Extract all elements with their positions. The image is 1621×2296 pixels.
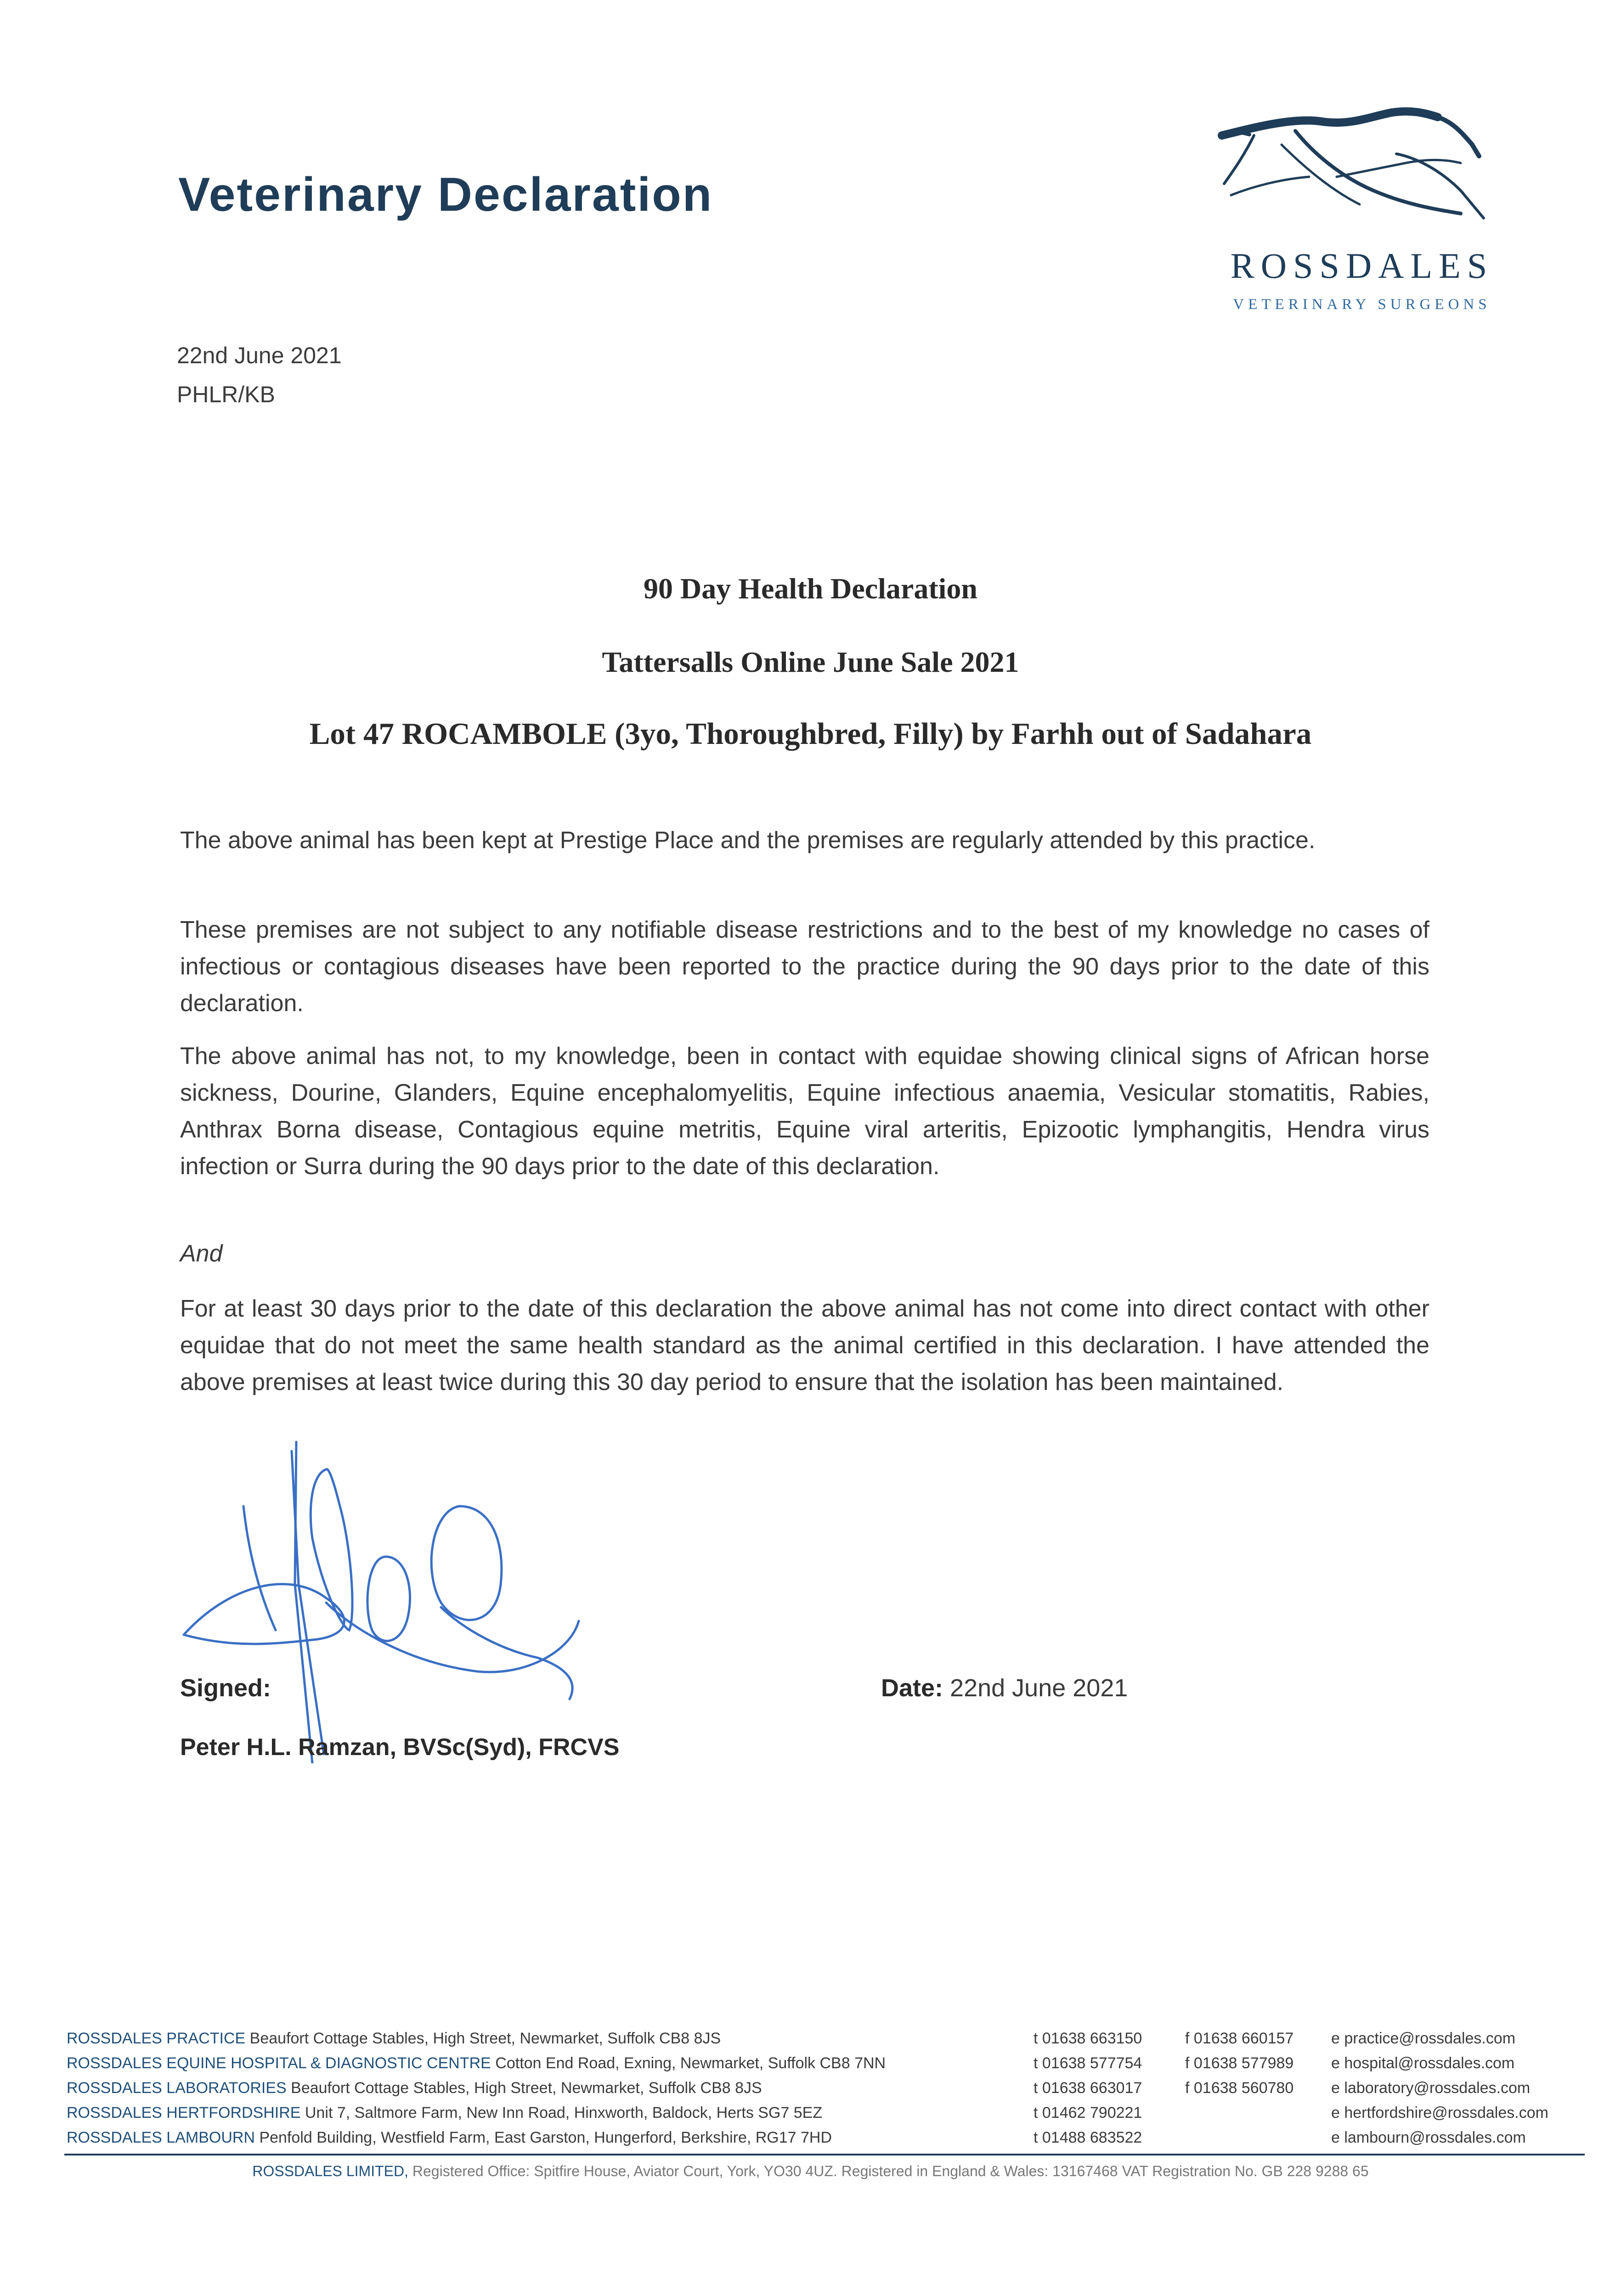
footer-fax: f 01638 560780 bbox=[1185, 2079, 1294, 2097]
footer-fax: f 01638 660157 bbox=[1185, 2030, 1294, 2047]
registered-details: Registered Office: Spitfire House, Aviator Court, York, YO30 4UZ. Registered in England & Wales: 13167468 VAT Registration No. GB 228 9288 65 bbox=[412, 2163, 1369, 2179]
footer-email: e hertfordshire@rossdales.com bbox=[1331, 2104, 1548, 2122]
footer-tel: t 01638 663017 bbox=[1034, 2079, 1142, 2097]
footer-tel: t 01638 577754 bbox=[1034, 2054, 1142, 2072]
footer-email: e laboratory@rossdales.com bbox=[1331, 2079, 1531, 2097]
date-value: 22nd June 2021 bbox=[950, 1674, 1128, 1702]
sale-heading: Tattersalls Online June Sale 2021 bbox=[602, 646, 1019, 678]
footer-row bbox=[67, 2030, 721, 2048]
footer-practice-name: ROSSDALES PRACTICE bbox=[67, 2030, 246, 2047]
footer-lambourn-address: Penfold Building, Westfield Farm, East Garston, Hungerford, Berkshire, RG17 7HD bbox=[259, 2129, 832, 2146]
paragraph-isolation: For at least 30 days prior to the date of this declaration the above animal has not come into direct contact with other equidae that do not meet the same health standard as the animal certified in this declaration. I have attended the above premises at least twice during this 30 day period to ensure that the isolation has been maintained. bbox=[180, 1295, 1429, 1396]
footer-tel: t 01488 683522 bbox=[1034, 2129, 1142, 2146]
footer-lambourn-name: ROSSDALES LAMBOURN bbox=[67, 2129, 255, 2146]
footer-row bbox=[67, 2104, 822, 2122]
footer-practice-address: Beaufort Cottage Stables, High Street, Newmarket, Suffolk CB8 8JS bbox=[249, 2030, 721, 2047]
footer-row bbox=[67, 2079, 762, 2097]
rossdales-logo bbox=[1203, 99, 1520, 324]
footer-email: e lambourn@rossdales.com bbox=[1331, 2129, 1526, 2146]
footer-tel: t 01462 790221 bbox=[1034, 2104, 1142, 2122]
signature-date bbox=[881, 1674, 1128, 1702]
logo-brand: ROSSDALES bbox=[1230, 246, 1494, 286]
registered-office bbox=[0, 2163, 1621, 2180]
and-connector: And bbox=[180, 1240, 223, 1267]
paragraph-premises: The above animal has been kept at Prestige Place and the premises are regularly attended by this practice. bbox=[180, 827, 1316, 854]
footer-hertfordshire-address: Unit 7, Saltmore Farm, New Inn Road, Hinxworth, Baldock, Herts SG7 5EZ bbox=[305, 2104, 823, 2122]
footer-divider bbox=[64, 2154, 1585, 2155]
footer-laboratories-address: Beaufort Cottage Stables, High Street, Newmarket, Suffolk CB8 8JS bbox=[291, 2079, 762, 2097]
signed-label: Signed: bbox=[180, 1674, 271, 1702]
footer-hertfordshire-name: ROSSDALES HERTFORDSHIRE bbox=[67, 2104, 301, 2122]
document-title: Veterinary Declaration bbox=[178, 168, 713, 221]
lot-heading: Lot 47 ROCAMBOLE (3yo, Thoroughbred, Filly) by Farhh out of Sadahara bbox=[309, 717, 1312, 751]
footer-laboratories-name: ROSSDALES LABORATORIES bbox=[67, 2079, 287, 2097]
footer-row bbox=[67, 2054, 886, 2072]
date-label: Date: bbox=[881, 1674, 943, 1702]
footer-hospital-name: ROSSDALES EQUINE HOSPITAL & DIAGNOSTIC CENTRE bbox=[67, 2054, 491, 2072]
logo-tagline: VETERINARY SURGEONS bbox=[1233, 296, 1491, 313]
footer-tel: t 01638 663150 bbox=[1034, 2030, 1142, 2047]
handwritten-signature bbox=[175, 1433, 588, 1763]
footer-row bbox=[67, 2129, 832, 2147]
footer-email: e hospital@rossdales.com bbox=[1331, 2054, 1515, 2072]
reference-date: 22nd June 2021 bbox=[177, 343, 342, 368]
paragraph-contact: The above animal has not, to my knowledge, been in contact with equidae showing clinical signs of African horse sickness, Dourine, Glanders, Equine encephalomyelitis, Equine infectious anaemia, Vesicular stomatitis, Rabies, Anthrax Borna disease, Contagious equine metritis, Equine viral arteritis, Epizootic lymphangitis, Hendra virus infection or Surra during the 90 days prior to the date of this declaration. bbox=[180, 1043, 1429, 1180]
signatory-name: Peter H.L. Ramzan, BVSc(Syd), FRCVS bbox=[180, 1734, 620, 1761]
footer-email: e practice@rossdales.com bbox=[1331, 2030, 1516, 2047]
reference-code: PHLR/KB bbox=[177, 382, 275, 407]
footer-hospital-address: Cotton End Road, Exning, Newmarket, Suffolk CB8 7NN bbox=[495, 2054, 886, 2072]
footer-fax: f 01638 577989 bbox=[1185, 2054, 1294, 2072]
registered-company-name: ROSSDALES LIMITED, bbox=[252, 2163, 408, 2179]
declaration-heading: 90 Day Health Declaration bbox=[644, 572, 977, 605]
horse-logo-icon bbox=[1203, 99, 1520, 324]
paragraph-restrictions: These premises are not subject to any notifiable disease restrictions and to the best of my knowledge no cases of infectious or contagious diseases have been reported to the practice during the 90 days prior to the date of this declaration. bbox=[180, 917, 1429, 1017]
